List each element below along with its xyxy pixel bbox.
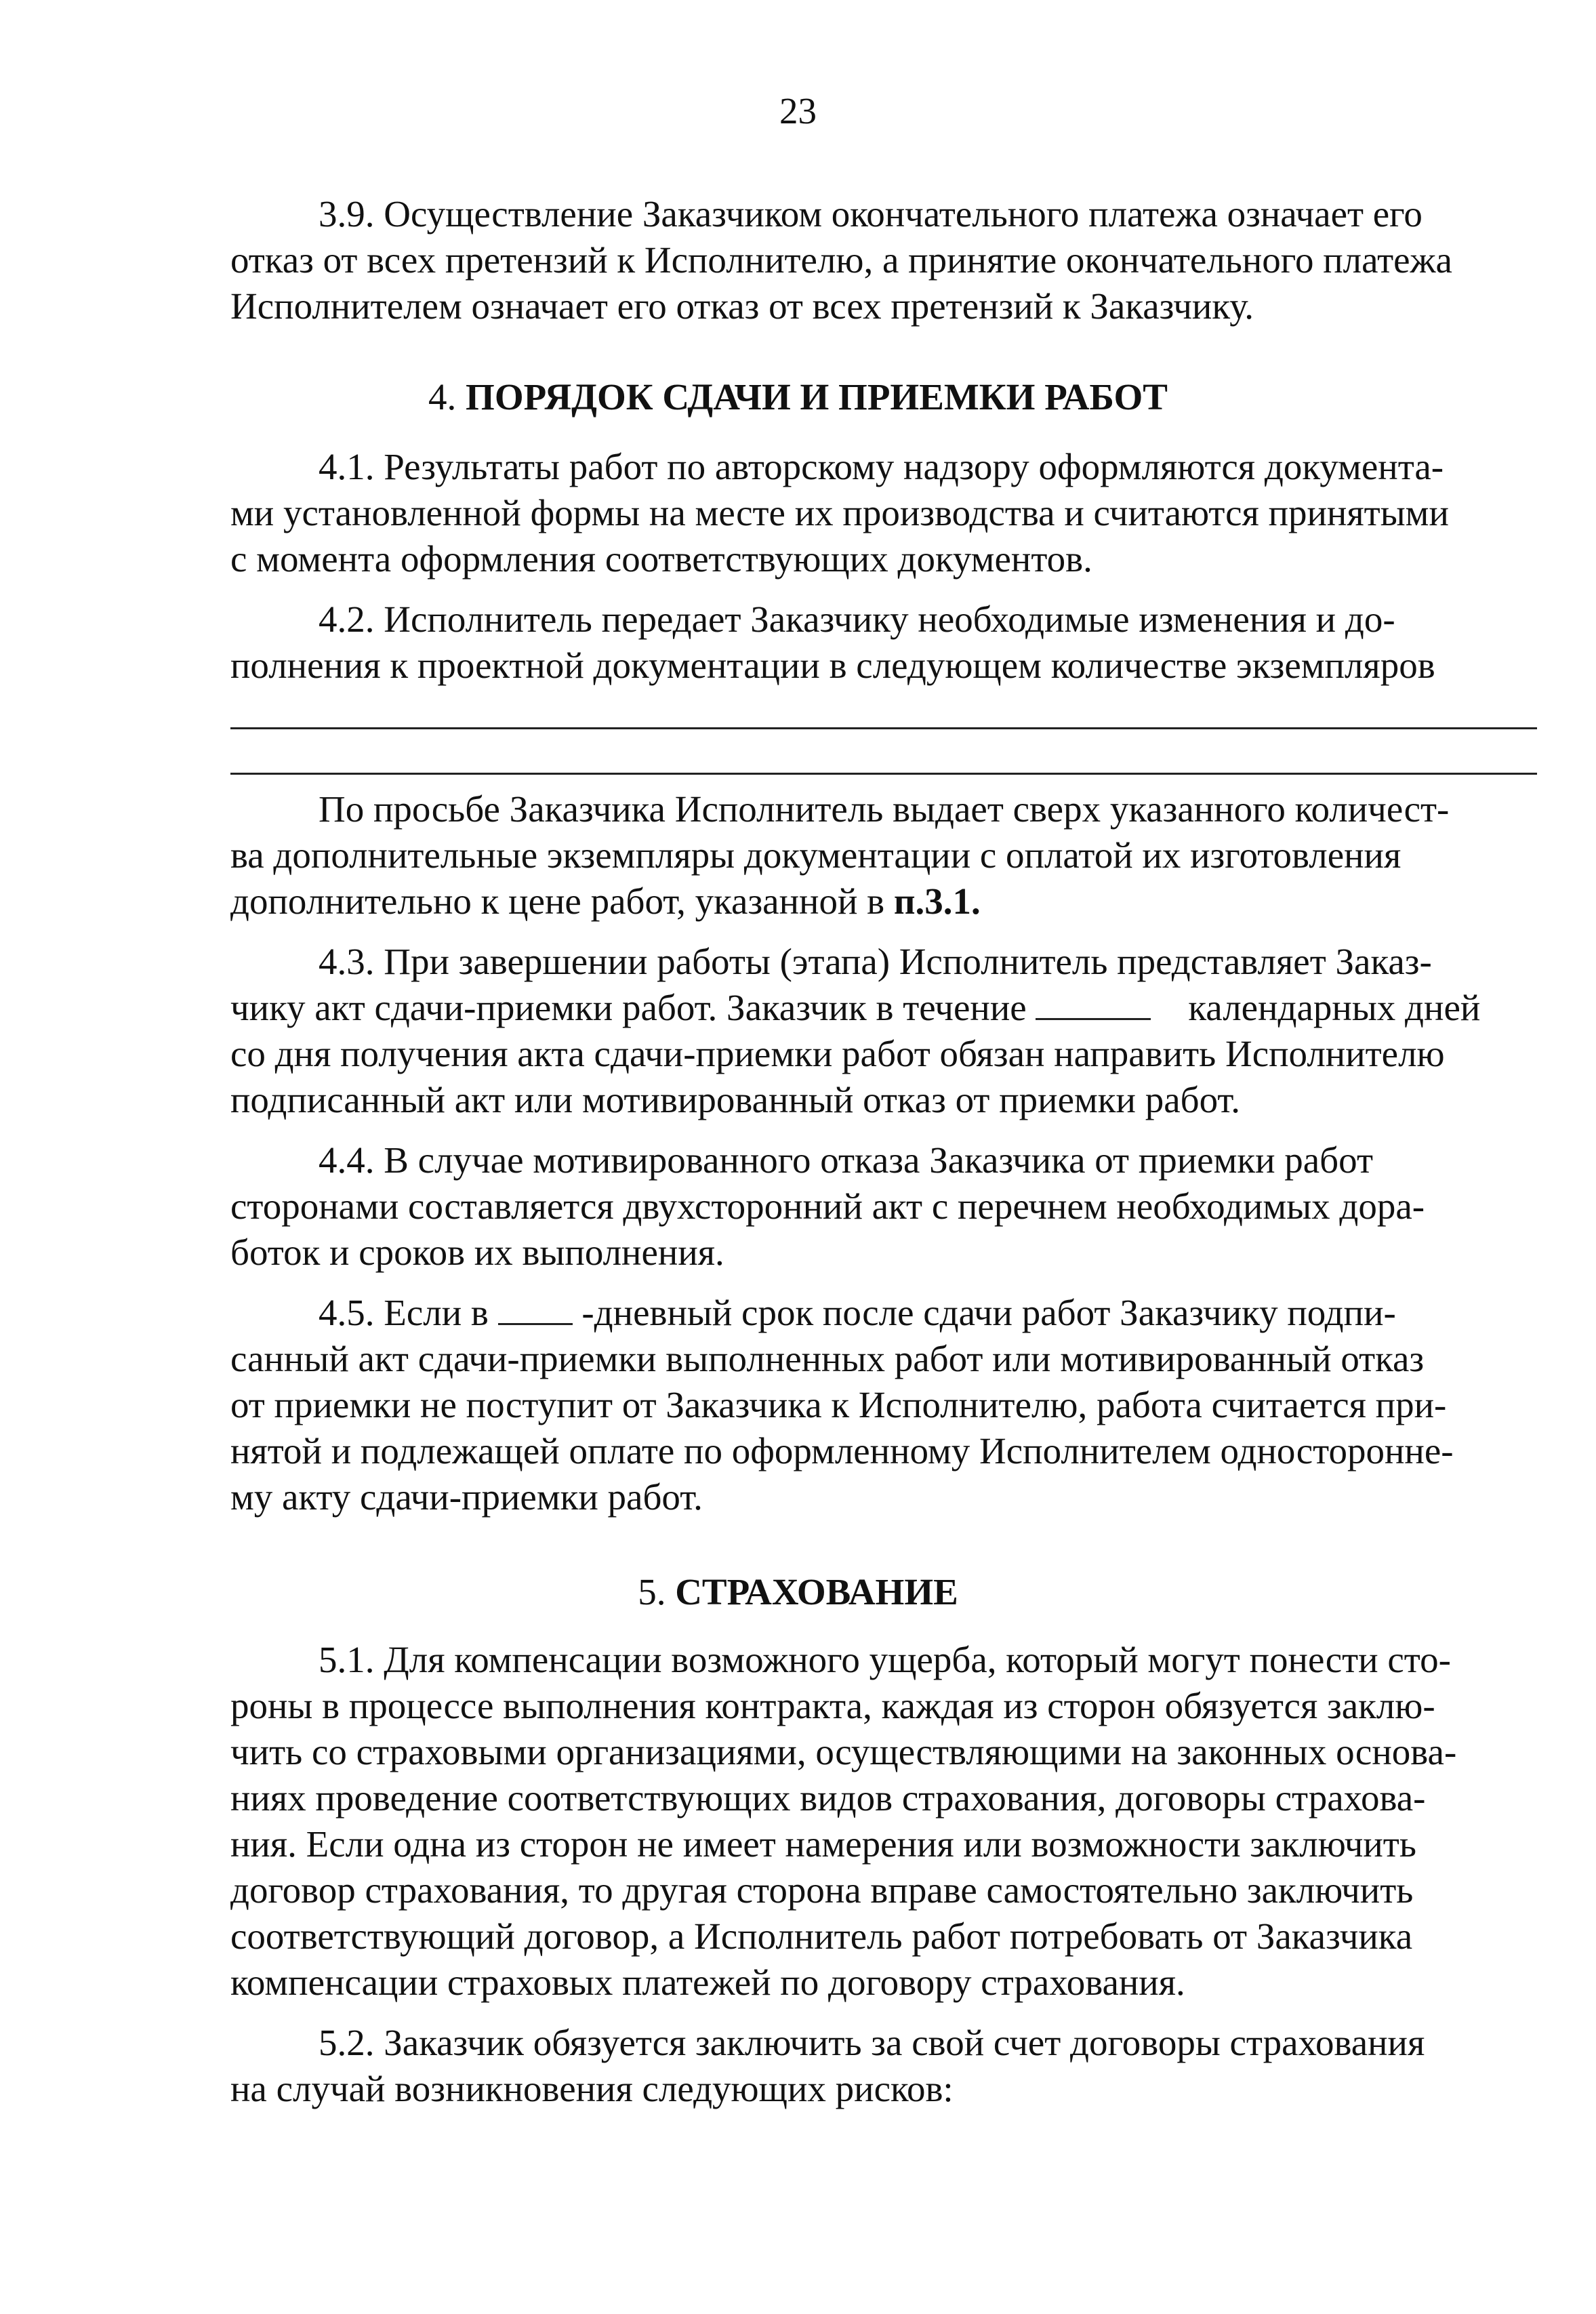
p45-line-3: от приемки не поступит от Заказчика к Исполнителю, работа считается при- xyxy=(230,1384,1447,1425)
p42b-line-2: ва дополнительные экземпляры документации с оплатой их изготовления xyxy=(230,834,1401,876)
p51-line-2: роны в процессе выполнения контракта, каждая из сторон обязуется заклю- xyxy=(230,1685,1435,1726)
fill-in-line-1 xyxy=(230,727,1537,729)
p45-line-1-a: 4.5. Если в xyxy=(319,1292,489,1333)
p42b-line-3-text: дополнительно к цене работ, указанной в xyxy=(230,880,894,922)
section-5-number: 5. xyxy=(638,1571,666,1612)
p41-line-3: с момента оформления соответствующих документов. xyxy=(230,538,1092,580)
section-4-heading xyxy=(0,374,1596,420)
p43-line-2 xyxy=(230,985,1480,1031)
p42-line-2: полнения к проектной документации в следующем количестве экземпляров xyxy=(230,645,1435,686)
p43-line-2-b: календарных дней xyxy=(1188,987,1481,1028)
p43-line-1: 4.3. При завершении работы (этапа) Исполнитель представляет Заказ- xyxy=(319,941,1432,982)
p42b-line-1: По просьбе Заказчика Исполнитель выдает сверх указанного количест- xyxy=(319,788,1450,830)
p45-line-5: му акту сдачи-приемки работ. xyxy=(230,1476,703,1518)
days-period-blank xyxy=(498,1291,573,1325)
p42-line-1: 4.2. Исполнитель передает Заказчику необходимые изменения и до- xyxy=(319,598,1395,640)
p42b-line-3 xyxy=(230,878,981,925)
p52-line-1: 5.2. Заказчик обязуется заключить за свой счет договоры страхования xyxy=(319,2022,1425,2063)
p52-line-2: на случай возникновения следующих рисков: xyxy=(230,2068,954,2109)
days-blank xyxy=(1036,986,1151,1020)
p39-line-2: отказ от всех претензий к Исполнителю, а принятие окончательного платежа xyxy=(230,239,1452,281)
p51-line-4: ниях проведение соответствующих видов страхования, договоры страхова- xyxy=(230,1777,1426,1819)
p43-line-2-a: чику акт сдачи-приемки работ. Заказчик в течение xyxy=(230,987,1027,1028)
fill-in-line-2 xyxy=(230,773,1537,775)
p51-line-7: соответствующий договор, а Исполнитель работ потребовать от Заказчика xyxy=(230,1915,1413,1957)
p45-line-1 xyxy=(319,1290,1396,1336)
p44-line-2: сторонами составляется двухсторонний акт с перечнем необходимых дора- xyxy=(230,1185,1425,1227)
p51-line-6: договор страхования, то другая сторона вправе самостоятельно заключить xyxy=(230,1869,1414,1911)
p51-line-3: чить со страховыми организациями, осуществляющими на законных основа- xyxy=(230,1731,1457,1772)
p44-line-1: 4.4. В случае мотивированного отказа Заказчика от приемки работ xyxy=(319,1139,1373,1181)
p41-line-2: ми установленной формы на месте их производства и считаются принятыми xyxy=(230,492,1449,533)
p51-line-8: компенсации страховых платежей по договору страхования. xyxy=(230,1962,1185,2003)
section-4-number: 4. xyxy=(428,376,457,418)
p45-line-2: санный акт сдачи-приемки выполненных работ или мотивированный отказ xyxy=(230,1338,1425,1379)
p51-line-1: 5.1. Для компенсации возможного ущерба, который могут понести сто- xyxy=(319,1639,1451,1680)
section-4-title: ПОРЯДОК СДАЧИ И ПРИЕМКИ РАБОТ xyxy=(466,376,1168,418)
clause-reference: п.3.1. xyxy=(893,880,981,922)
section-5-heading xyxy=(0,1569,1596,1615)
p43-line-4: подписанный акт или мотивированный отказ от приемки работ. xyxy=(230,1079,1241,1120)
p43-line-3: со дня получения акта сдачи-приемки работ обязан направить Исполнителю xyxy=(230,1033,1445,1074)
p41-line-1: 4.1. Результаты работ по авторскому надзору оформляются документа- xyxy=(319,446,1444,487)
p51-line-5: ния. Если одна из сторон не имеет намерения или возможности заключить xyxy=(230,1823,1416,1865)
p44-line-3: боток и сроков их выполнения. xyxy=(230,1232,724,1273)
p45-line-1-b: -дневный срок после сдачи работ Заказчику подпи- xyxy=(581,1292,1396,1333)
p39-line-1: 3.9. Осуществление Заказчиком окончательного платежа означает его xyxy=(319,193,1423,235)
p45-line-4: нятой и подлежащей оплате по оформленному Исполнителем односторонне- xyxy=(230,1430,1454,1471)
p39-line-3: Исполнителем означает его отказ от всех претензий к Заказчику. xyxy=(230,285,1254,327)
page-number: 23 xyxy=(779,90,817,131)
section-5-title: СТРАХОВАНИЕ xyxy=(675,1571,958,1612)
